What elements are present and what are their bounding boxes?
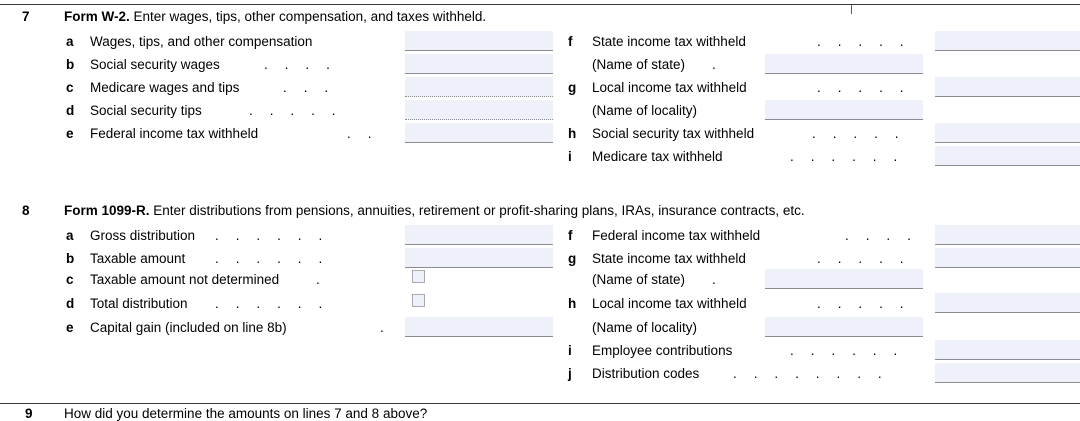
row-letter-8i: i <box>568 343 572 358</box>
row-label-8d: Total distribution <box>90 296 188 311</box>
row-leaders-8i: . . . . . . <box>790 343 904 358</box>
row-label-7-name-of-state: (Name of state) <box>592 57 686 72</box>
row-leaders-8b: . . . . . . <box>215 251 329 266</box>
field-7f-state-income-tax-withheld[interactable] <box>935 31 1080 51</box>
section-title-7-bold: Form W-2. <box>64 9 130 24</box>
field-8-name-of-state[interactable] <box>765 269 923 289</box>
section-title-7-rest: Enter wages, tips, other compensation, and taxes withheld. <box>129 9 487 24</box>
field-8g-state-income-tax-withheld[interactable] <box>935 248 1080 268</box>
row-letter-8b: b <box>66 251 75 266</box>
row-letter-7g: g <box>568 80 577 95</box>
row-label-7b: Social security wages <box>90 57 220 72</box>
section-title-8 <box>64 203 805 218</box>
section-title-8-bold: Form 1099-R. <box>64 203 150 218</box>
field-7d-social-security-tips[interactable] <box>405 100 553 120</box>
row-label-8-name-of-locality: (Name of locality) <box>592 320 698 335</box>
row-letter-7i: i <box>568 149 572 164</box>
row-label-7e: Federal income tax withheld <box>90 126 259 141</box>
row-letter-7e: e <box>66 126 74 141</box>
row-letter-8g: g <box>568 251 577 266</box>
row-leaders-8e: . <box>380 320 391 335</box>
row-leaders-8h: . . . . . <box>817 296 911 311</box>
field-8-name-of-locality[interactable] <box>765 317 923 337</box>
row-label-7-name-of-locality: (Name of locality) <box>592 103 698 118</box>
field-8h-local-income-tax-withheld[interactable] <box>935 293 1080 313</box>
field-7e-federal-income-tax-withheld[interactable] <box>405 123 553 143</box>
row-letter-7c: c <box>66 80 74 95</box>
footer-text-9: How did you determine the amounts on lines 7 and 8 above? <box>64 406 428 421</box>
section-number-8: 8 <box>22 203 30 218</box>
row-label-8i: Employee contributions <box>592 343 733 358</box>
row-leaders-8-name-of-state: . <box>712 272 723 287</box>
field-7-name-of-state[interactable] <box>765 54 923 74</box>
field-8f-federal-income-tax-withheld[interactable] <box>935 225 1080 245</box>
field-8i-employee-contributions[interactable] <box>935 340 1080 360</box>
row-letter-8f: f <box>568 228 573 243</box>
row-leaders-8j: . . . . . . . . <box>733 366 889 381</box>
section-number-7: 7 <box>22 9 30 24</box>
form-top-rule-tick <box>851 5 852 14</box>
row-label-8g: State income tax withheld <box>592 251 746 266</box>
row-label-7h: Social security tax withheld <box>592 126 755 141</box>
row-leaders-8d: . . . . . . <box>215 296 329 311</box>
row-label-8e: Capital gain (included on line 8b) <box>90 320 287 335</box>
row-label-8-name-of-state: (Name of state) <box>592 272 686 287</box>
row-leaders-7c: . . . <box>283 80 335 95</box>
row-letter-8d: d <box>66 296 75 311</box>
row-leaders-8c: . <box>316 272 327 287</box>
field-7h-social-security-tax-withheld[interactable] <box>935 123 1080 143</box>
row-letter-7b: b <box>66 57 75 72</box>
row-leaders-8a: . . . . . . <box>215 228 329 243</box>
row-letter-7f: f <box>568 34 573 49</box>
row-leaders-7d: . . . . . <box>249 103 343 118</box>
form-bottom-rule <box>0 403 1080 404</box>
footer-line-9 <box>25 406 428 421</box>
row-label-7d: Social security tips <box>90 103 202 118</box>
field-8a-gross-distribution[interactable] <box>405 225 553 245</box>
row-letter-8c: c <box>66 272 74 287</box>
row-leaders-8g: . . . . . <box>817 251 911 266</box>
checkbox-8c-taxable-amount-not-determined[interactable] <box>412 270 425 283</box>
row-label-7a: Wages, tips, and other compensation <box>90 34 313 49</box>
row-leaders-7h: . . . . . <box>812 126 906 141</box>
row-label-7i: Medicare tax withheld <box>592 149 723 164</box>
row-label-7g: Local income tax withheld <box>592 80 747 95</box>
row-leaders-7g: . . . . . <box>817 80 911 95</box>
row-letter-8h: h <box>568 296 577 311</box>
footer-number-9: 9 <box>25 406 33 421</box>
row-label-8b: Taxable amount <box>90 251 186 266</box>
section-title-8-rest: Enter distributions from pensions, annuities, retirement or profit-sharing plans, IRAs, insurance contracts, etc. <box>149 203 805 218</box>
row-letter-8e: e <box>66 320 74 335</box>
row-letter-7a: a <box>66 34 74 49</box>
field-8j-distribution-codes[interactable] <box>935 363 1080 383</box>
row-letter-7h: h <box>568 126 577 141</box>
field-8b-taxable-amount[interactable] <box>405 248 553 268</box>
row-leaders-7e: . . <box>347 126 379 141</box>
field-8e-capital-gain[interactable] <box>405 317 553 337</box>
field-7g-local-income-tax-withheld[interactable] <box>935 77 1080 97</box>
row-label-7f: State income tax withheld <box>592 34 746 49</box>
field-7i-medicare-tax-withheld[interactable] <box>935 146 1080 166</box>
row-label-8c: Taxable amount not determined <box>90 272 280 287</box>
row-leaders-7b: . . . . <box>264 57 337 72</box>
field-7b-social-security-wages[interactable] <box>405 54 553 74</box>
section-title-7 <box>64 9 486 24</box>
row-label-7c: Medicare wages and tips <box>90 80 240 95</box>
checkbox-8d-total-distribution[interactable] <box>412 294 425 307</box>
row-label-8a: Gross distribution <box>90 228 196 243</box>
row-leaders-8f: . . . . <box>845 228 918 243</box>
row-letter-8j: j <box>568 366 572 381</box>
field-7c-medicare-wages-tips[interactable] <box>405 77 553 97</box>
form-top-rule <box>0 4 1080 5</box>
field-7-name-of-locality[interactable] <box>765 100 923 120</box>
row-label-8f: Federal income tax withheld <box>592 228 761 243</box>
row-leaders-7f: . . . . . <box>817 34 911 49</box>
row-label-8j: Distribution codes <box>592 366 700 381</box>
field-7a-wages[interactable] <box>405 31 553 51</box>
row-leaders-7-name-of-state: . <box>712 57 723 72</box>
row-letter-8a: a <box>66 228 74 243</box>
row-label-8h: Local income tax withheld <box>592 296 747 311</box>
row-letter-7d: d <box>66 103 75 118</box>
row-leaders-7i: . . . . . . <box>790 149 904 164</box>
